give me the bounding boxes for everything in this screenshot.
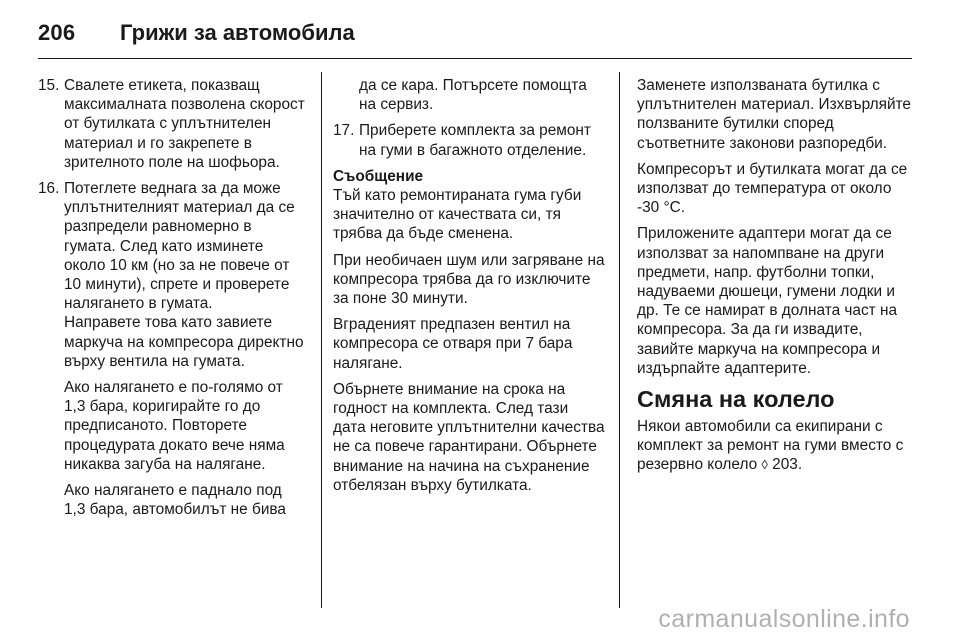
note-text: Тъй като ремонтираната гума губи значително от качествата си, тя трябва да бъде сменена. (333, 187, 582, 243)
step-17 (333, 121, 605, 159)
paragraph: При необичаен шум или загряване на компресора трябва да го изключите за поне 30 минути. (333, 251, 605, 308)
paragraph: Компресорът и бутилката могат да се използват до температура от около -30 °C. (637, 160, 908, 217)
step-continuation: да се кара. Потърсете помощта на сервиз. (359, 77, 587, 114)
step-16 (38, 179, 306, 519)
section-title: Смяна на колело (637, 386, 835, 413)
page-header (38, 10, 912, 59)
column-3 (637, 76, 917, 482)
column-divider (321, 72, 322, 608)
note-title: Съобщение (333, 167, 424, 185)
step-text: Ако налягането е паднало под 1,3 бара, автомобилът не бива (64, 482, 286, 519)
step-text: Свалете етикета, показващ максималната позволена скорост от бутилката с уплътнителен материал и го закрепете в зрителното поле на шофьора. (64, 77, 305, 171)
paragraph (637, 417, 917, 475)
step-number: 16. (38, 180, 60, 198)
step-text: Потеглете веднага за да може уплътнителният материал да се разпредели равномерно в гумата. След като изминете около 10 км (но за не повече от 10 минути), спрете и проверете налягането в гумата. (64, 180, 295, 313)
column-1 (38, 76, 306, 526)
paragraph: Заменете използваната бутилка с уплътнителен материал. Изхвърляйте ползваните бутилки според съответните законови разпоредби. (637, 77, 911, 152)
paragraph: Вграденият предпазен вентил на компресора се отваря при 7 бара налягане. (333, 316, 573, 372)
step-text: Приберете комплекта за ремонт на гуми в багажното отделение. (359, 122, 591, 159)
step-text: Направете това като завиете маркуча на компресора директно върху вентила на гумата. (64, 314, 304, 370)
watermark: carmanualsonline.info (658, 605, 910, 633)
paragraph: Приложените адаптери могат да се използват за напомпване на други предмети, напр. футболни топки, надуваеми дюшеци, гумени лодки и др. Те се намират в долната част на компресора. За да ги извадите, завийте маркуча на компресора и издърпайте адаптерите. (637, 225, 898, 377)
cross-reference-link[interactable]: 203. (772, 456, 803, 474)
step-number: 17. (333, 122, 355, 140)
page-number: 206 (38, 20, 76, 45)
step-15 (38, 76, 306, 172)
step-number: 15. (38, 77, 60, 94)
step-text: Ако налягането е по-голямо от 1,3 бара, коригирайте го до предписаното. Повторете процедурата докато вече няма никаква загуба на налягане. (64, 379, 285, 473)
paragraph-text: Някои автомобили са екипирани с комплект за ремонт на гуми вместо с резервно колело (637, 418, 904, 474)
cross-reference-arrow-icon: ◊ (761, 457, 768, 473)
column-2 (333, 76, 605, 502)
paragraph: Обърнете внимание на срока на годност на комплекта. След тази дата неговите уплътнителни качества не са повече гарантирани. Обърнете внимание на начина на съхранение отбелязан върху бутилката. (333, 380, 605, 494)
chapter-title: Грижи за автомобила (120, 20, 355, 45)
column-divider (619, 72, 620, 608)
